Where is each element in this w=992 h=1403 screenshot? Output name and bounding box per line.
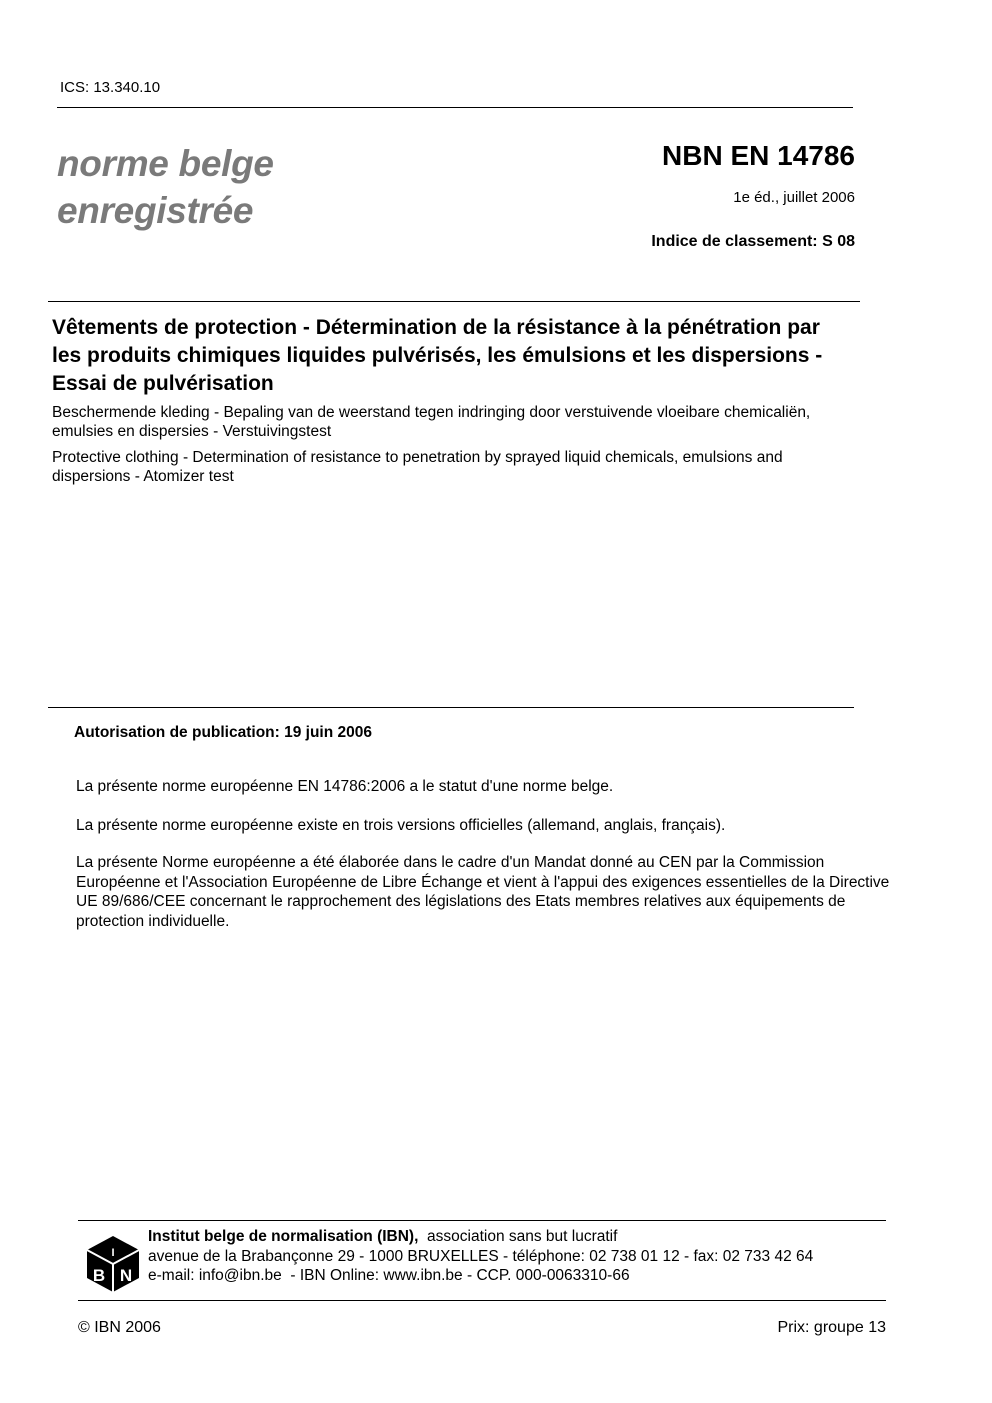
footer-bottom-rule: [78, 1300, 886, 1301]
top-rule: [57, 107, 853, 108]
mandate-paragraph: La présente Norme européenne a été élaborée dans le cadre d'un Mandat donné au CEN par la Commission Européenne et l'Association Européenne de Libre Échange et vient à l'appui des exigences essentielles de la Directive UE 89/686/CEE concernant le rapprochement des législations des Etats membres relatives aux équipements de protection individuelle.: [76, 854, 890, 930]
publication-authorisation: Autorisation de publication: 19 juin 2006: [74, 724, 372, 741]
svg-text:N: N: [119, 1266, 133, 1285]
title-dutch: Beschermende kleding - Bepaling van de weerstand tegen indringing door verstuivende vloeibare chemicaliën, emulsies en dispersies - Verstuivingstest: [52, 404, 811, 440]
institute-contact: e-mail: info@ibn.be - IBN Online: www.ibn.be - CCP. 000-0063310-66: [148, 1267, 630, 1284]
body-rule: [48, 707, 854, 708]
versions-paragraph: La présente norme européenne existe en trois versions officielles (allemand, anglais, français).: [76, 817, 726, 834]
institute-address: avenue de la Brabançonne 29 - 1000 BRUXELLES - téléphone: 02 738 01 12 - fax: 02 733 42 64: [148, 1247, 814, 1265]
institute-name: Institut belge de normalisation (IBN),: [148, 1228, 419, 1245]
institute-type: association sans but lucratif: [427, 1228, 618, 1245]
ibn-logo-icon: [83, 1234, 143, 1294]
footer-top-rule: [78, 1220, 886, 1221]
institute-info: [148, 1227, 813, 1286]
mark-line-1: norme belge: [57, 143, 274, 184]
title-rule: [48, 301, 860, 302]
price-group: Prix: groupe 13: [777, 1319, 886, 1336]
standard-number: NBN EN 14786: [662, 140, 855, 171]
svg-text:B: B: [92, 1266, 106, 1285]
edition: 1e éd., juillet 2006: [733, 189, 855, 206]
status-paragraph: La présente norme européenne EN 14786:2006 a le statut d'une norme belge.: [76, 778, 614, 795]
classification-index: Indice de classement: S 08: [651, 233, 855, 250]
registered-standard-mark: [57, 140, 274, 234]
svg-text:I: I: [111, 1247, 115, 1259]
title-french: Vêtements de protection - Détermination de la résistance à la pénétration par les produits chimiques liquides pulvérisés, les émulsions et les dispersions - Essai de pulvérisation: [52, 316, 823, 395]
ics-code: ICS: 13.340.10: [60, 79, 161, 96]
copyright: © IBN 2006: [78, 1319, 161, 1336]
institute-line-1: [148, 1227, 813, 1247]
title-english: Protective clothing - Determination of resistance to penetration by sprayed liquid chemicals, emulsions and dispersions - Atomizer test: [52, 449, 783, 485]
mark-line-2: enregistrée: [57, 190, 254, 231]
